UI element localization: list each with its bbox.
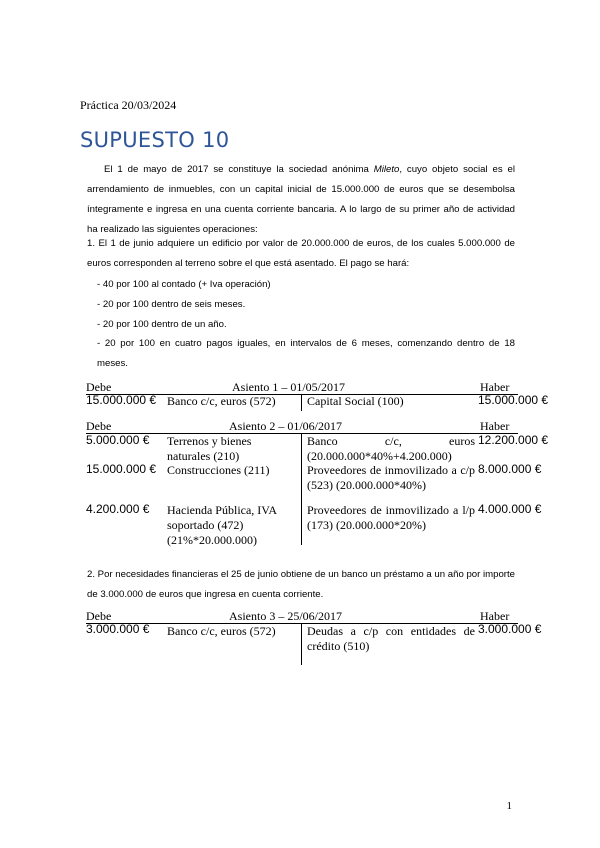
entry-title: Asiento 3 – 25/06/2017 <box>229 609 342 623</box>
entry-title: Asiento 2 – 01/06/2017 <box>229 419 342 433</box>
payment-item: - 40 por 100 al contado (+ Iva operación) <box>97 279 271 290</box>
page-title: SUPUESTO 10 <box>80 128 230 152</box>
table-divider <box>301 433 302 545</box>
credit-amount: 3.000.000 € <box>478 622 542 636</box>
payment-item: - 20 por 100 dentro de seis meses. <box>97 299 246 310</box>
credit-amount: 12.200.000 € <box>478 433 549 447</box>
haber-label: Haber <box>480 380 510 394</box>
payment-item <box>97 334 515 374</box>
table-divider <box>301 623 302 665</box>
debit-amount: 15.000.000 € <box>86 393 157 407</box>
debit-account: Terrenos y bienes naturales (210) <box>167 434 252 463</box>
debit-amount: 4.200.000 € <box>86 502 150 516</box>
credit-account: Deudas a c/p con entidades de crédito (510) <box>307 624 475 653</box>
table-divider <box>301 394 302 411</box>
payment-item: - 20 por 100 dentro de un año. <box>97 319 227 330</box>
credit-account: Proveedores de inmovilizado a c/p (523) (20.000.000*40%) <box>307 463 475 492</box>
intro-paragraph <box>87 160 515 240</box>
debe-label: Debe <box>86 609 112 623</box>
credit-amount: 15.000.000 € <box>478 393 549 407</box>
operation-1-text: 1. El 1 de junio adquiere un edificio por valor de 20.000.000 de euros, de los cuales 5.000.000 de euros corresponden al terreno sobre el que está asentado. El pago se hará: <box>87 238 515 269</box>
credit-account: Capital Social (100) <box>307 394 404 408</box>
debit-account: Hacienda Pública, IVA soportado (472) (21%*20.000.000) <box>167 503 277 547</box>
page-number: 1 <box>506 800 512 812</box>
debit-amount: 3.000.000 € <box>86 622 150 636</box>
operation-2-text: 2. Por necesidades financieras el 25 de junio obtiene de un banco un préstamo a un año por importe de 3.000.000 de euros que ingresa en cuenta corriente. <box>87 569 515 600</box>
haber-label: Haber <box>480 609 510 623</box>
credit-account: Banco c/c, euros (20.000.000*40%+4.200.000) <box>307 434 475 463</box>
debe-label: Debe <box>86 419 112 433</box>
intro-text-before: El 1 de mayo de 2017 se constituye la sociedad anónima <box>104 164 374 175</box>
company-name: Mileto <box>373 164 400 175</box>
intro-text-after: , cuyo objeto social es el arrendamiento de inmuebles, con un capital inicial de 15.000.000 de euros que se desembolsa íntegramente e ingresa en una cuenta corriente bancaria. A lo largo de su primer año de actividad ha realizado las siguientes operaciones: <box>87 164 515 235</box>
debe-label: Debe <box>86 380 112 394</box>
debit-account: Banco c/c, euros (572) <box>167 394 276 408</box>
entry-title: Asiento 1 – 01/05/2017 <box>232 380 345 394</box>
credit-amount: 4.000.000 € <box>478 502 542 516</box>
debit-account: Construcciones (211) <box>167 463 270 477</box>
payment-item-text: - 20 por 100 en cuatro pagos iguales, en intervalos de 6 meses, comenzando dentro de 18 meses. <box>97 338 515 369</box>
debit-account: Banco c/c, euros (572) <box>167 624 276 638</box>
credit-account: Proveedores de inmovilizado a l/p (173) (20.000.000*20%) <box>307 503 475 532</box>
debit-amount: 5.000.000 € <box>86 433 150 447</box>
practice-date: Práctica 20/03/2024 <box>80 98 177 112</box>
credit-amount: 8.000.000 € <box>478 462 542 476</box>
haber-label: Haber <box>480 419 510 433</box>
debit-amount: 15.000.000 € <box>86 462 157 476</box>
